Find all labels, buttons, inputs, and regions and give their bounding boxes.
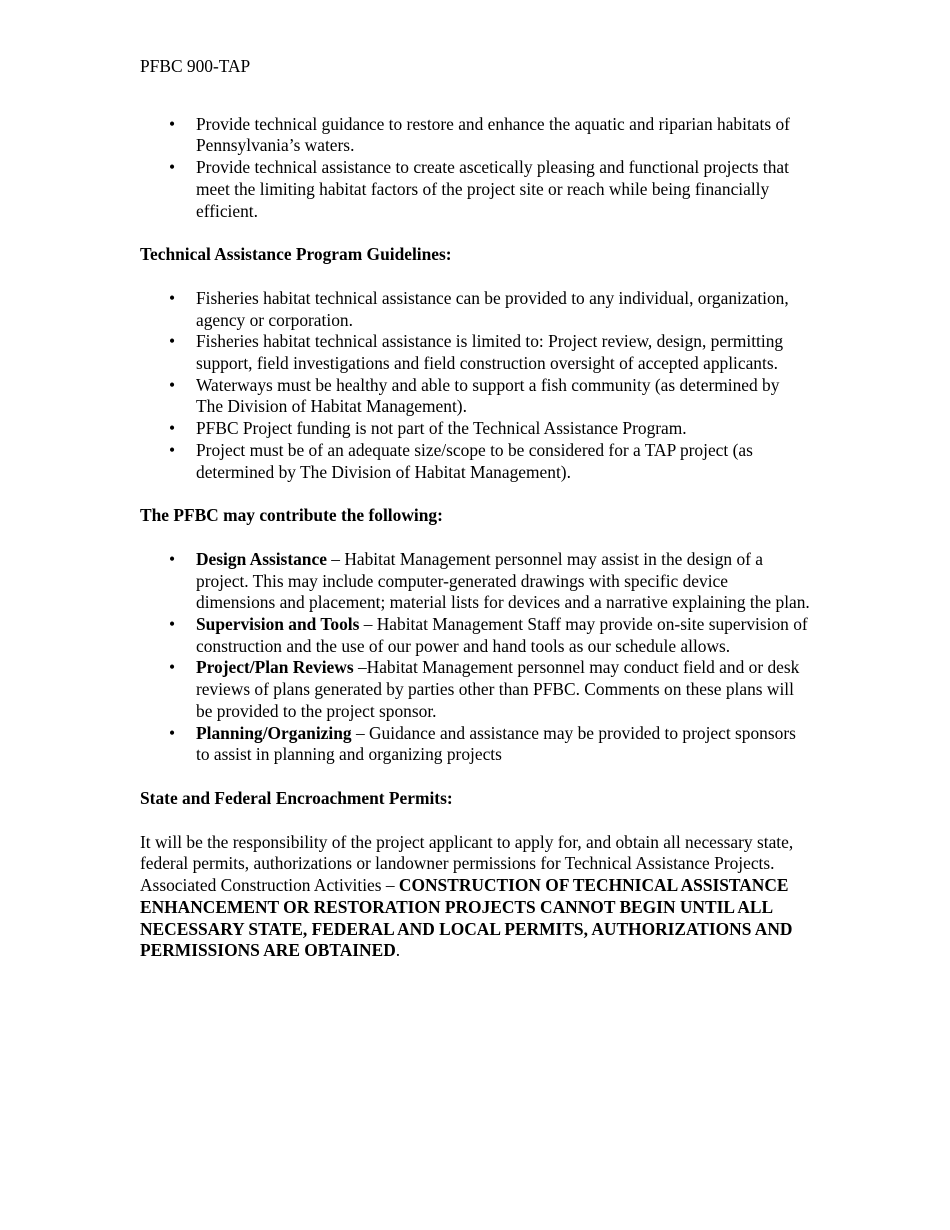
list-item: • Provide technical assistance to create ascetically pleasing and functional projects that meet the limiting habitat factors of the project site or reach while being financially efficient. — [169, 157, 789, 221]
contribution-term: Supervision and Tools — [196, 614, 360, 635]
bullet-icon: • — [169, 113, 176, 134]
list-item — [140, 614, 810, 657]
contribution-term: Project/Plan Reviews — [196, 657, 354, 678]
list-item: • Fisheries habitat technical assistance is limited to: Project review, design, permitting support, field investigations and field construction oversight of accepted applicants. — [169, 331, 784, 374]
contribution-term: Planning/Organizing — [196, 722, 352, 743]
permits-emphasis: CONSTRUCTION OF TECHNICAL ASSISTANCE ENHANCEMENT OR RESTORATION PROJECTS CANNOT BEGIN UNTIL ALL NECESSARY STATE, FEDERAL AND LOCAL PERMITS, AUTHORIZATIONS AND PERMISSIONS ARE OBTAINED — [140, 875, 793, 961]
permits-body: It will be the responsibility of the project applicant to apply for, and obtain all necessary state, federal permits, authorizations or landowner permissions for Technical Assistance Projects. Associated Construction Activities – — [140, 831, 794, 896]
permits-end: . — [395, 940, 401, 961]
bullet-icon: • — [169, 722, 176, 743]
permits-heading: State and Federal Encroachment Permits: — [140, 787, 453, 808]
guidelines-list — [140, 288, 810, 483]
contributions-heading: The PFBC may contribute the following: — [140, 505, 443, 526]
list-item — [140, 723, 810, 766]
list-item: • Fisheries habitat technical assistance can be provided to any individual, organization, agency or corporation. — [169, 287, 789, 330]
document-id-header: PFBC 900-TAP — [140, 56, 251, 76]
contribution-desc: – Habitat Management personnel may assist in the design of a project. This may include computer-generated drawings with specific device dimensions and placement; material lists for devices and a narrative explaining the plan. — [196, 548, 810, 613]
contribution-desc: – Habitat Management Staff may provide on-site supervision of construction and the use of our power and hand tools as our schedule allows. — [196, 614, 808, 656]
goals-list — [140, 114, 810, 223]
guidelines-heading: Technical Assistance Program Guidelines: — [140, 244, 452, 265]
list-item: • Provide technical guidance to restore and enhance the aquatic and riparian habitats of Pennsylvania’s waters. — [169, 113, 790, 156]
bullet-icon: • — [169, 548, 176, 569]
contribution-desc: – Guidance and assistance may be provided to project sponsors to assist in planning and organizing projects — [196, 722, 796, 765]
document-page — [140, 56, 810, 962]
bullet-icon: • — [169, 157, 176, 178]
list-item: • Project must be of an adequate size/scope to be considered for a TAP project (as determined by The Division of Habitat Management). — [169, 439, 753, 482]
contribution-desc: –Habitat Management personnel may conduct field and or desk reviews of plans generated by parties other than PFBC. Comments on these plans will be provided to the project sponsor. — [196, 657, 800, 721]
bullet-icon: • — [169, 657, 176, 678]
permits-paragraph — [140, 832, 810, 962]
bullet-icon: • — [169, 374, 176, 395]
bullet-icon: • — [169, 287, 176, 308]
list-item — [140, 549, 810, 614]
contribution-term: Design Assistance — [196, 548, 327, 569]
list-item — [140, 657, 810, 722]
contributions-list — [140, 549, 810, 766]
bullet-icon: • — [169, 439, 176, 460]
bullet-icon: • — [169, 418, 176, 439]
bullet-icon: • — [169, 331, 176, 352]
list-item: • PFBC Project funding is not part of the Technical Assistance Program. — [169, 418, 687, 439]
bullet-icon: • — [169, 614, 176, 635]
list-item: • Waterways must be healthy and able to support a fish community (as determined by The Division of Habitat Management). — [169, 374, 780, 417]
